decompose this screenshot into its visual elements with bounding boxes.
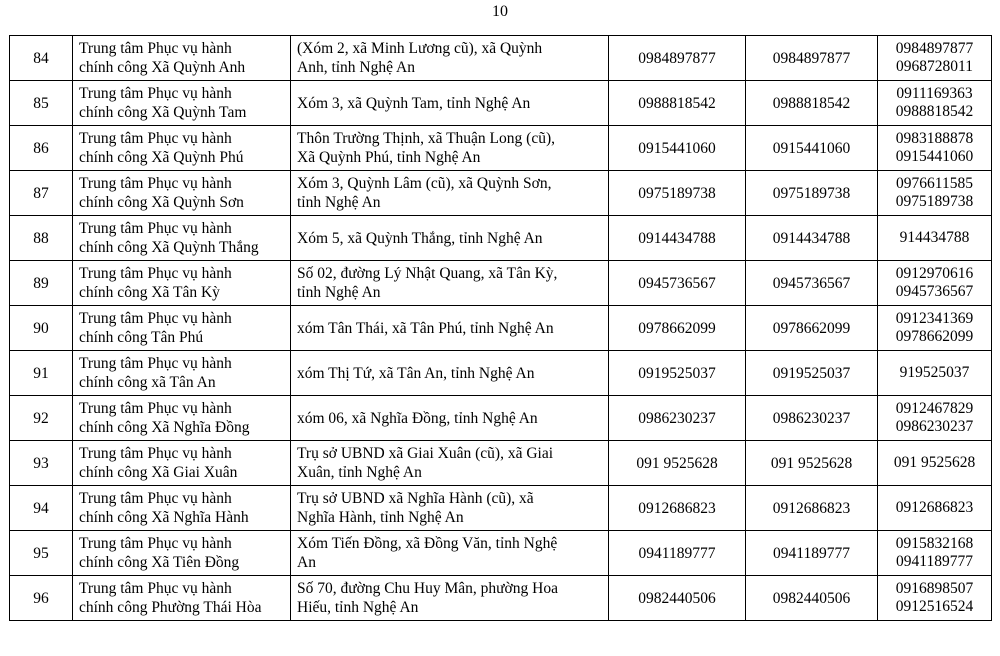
row-number-cell: [10, 126, 73, 171]
center-name-line: chính công Xã Quỳnh Phú: [79, 149, 244, 166]
address-cell: [291, 126, 609, 171]
center-name-cell: [73, 441, 291, 486]
phone-2: 091 9525628: [770, 454, 853, 472]
table-row: [10, 126, 992, 171]
table-row: [10, 486, 992, 531]
address-line: Xóm 3, Quỳnh Lâm (cũ), xã Quỳnh Sơn,: [297, 175, 552, 192]
table-row: [10, 576, 992, 621]
address-cell: [291, 486, 609, 531]
row-number-cell: [10, 351, 73, 396]
center-name-cell: [73, 81, 291, 126]
center-name-line: Trung tâm Phục vụ hành: [79, 580, 232, 597]
phone-2: 0914434788: [772, 229, 851, 247]
phone-3-cell: [878, 351, 992, 396]
center-name-cell: [73, 576, 291, 621]
table-row: [10, 306, 992, 351]
row-number-cell: [10, 216, 73, 261]
center-name-cell: [73, 261, 291, 306]
row-number-cell: [10, 576, 73, 621]
phone-1-cell: [609, 261, 746, 306]
phone-1-cell: [609, 531, 746, 576]
row-number-cell: [10, 261, 73, 306]
phone-3-cell: [878, 171, 992, 216]
address-cell: [291, 576, 609, 621]
address-line: tỉnh Nghệ An: [297, 284, 381, 301]
table-row: [10, 396, 992, 441]
center-name-cell: [73, 351, 291, 396]
phone-3-cell: [878, 396, 992, 441]
address-line: An: [297, 554, 316, 571]
center-name-line: chính công xã Tân An: [79, 374, 216, 391]
center-name-cell: [73, 216, 291, 261]
center-name-line: chính công Tân Phú: [79, 329, 204, 346]
phone-2: 0945736567: [772, 274, 851, 292]
center-name-line: chính công Phường Thái Hòa: [79, 599, 262, 616]
center-name-line: Trung tâm Phục vụ hành: [79, 40, 232, 57]
row-number: 90: [33, 319, 49, 337]
phone-2: 0982440506: [772, 589, 851, 607]
phone-2-cell: [746, 171, 878, 216]
phone-2-cell: [746, 396, 878, 441]
phone-1-cell: [609, 396, 746, 441]
phone-3-line: 919525037: [899, 364, 970, 381]
phone-1: 0945736567: [638, 274, 716, 292]
row-number: 96: [33, 589, 49, 607]
row-number: 94: [33, 499, 49, 517]
center-name-cell: [73, 126, 291, 171]
table-row: [10, 36, 992, 81]
phone-2-cell: [746, 126, 878, 171]
center-name-line: Trung tâm Phục vụ hành: [79, 445, 232, 462]
phone-2: 0941189777: [773, 544, 850, 562]
center-name-line: Trung tâm Phục vụ hành: [79, 85, 232, 102]
center-name-cell: [73, 531, 291, 576]
phone-1-cell: [609, 36, 746, 81]
phone-1: 0982440506: [638, 589, 716, 607]
table-row: [10, 261, 992, 306]
address-line: tỉnh Nghệ An: [297, 194, 381, 211]
phone-3-cell: [878, 81, 992, 126]
address-cell: [291, 261, 609, 306]
center-name-line: Trung tâm Phục vụ hành: [79, 400, 232, 417]
phone-1: 0914434788: [638, 229, 716, 247]
center-name-cell: [73, 36, 291, 81]
row-number-cell: [10, 531, 73, 576]
phone-3-cell: [878, 531, 992, 576]
center-name-line: Trung tâm Phục vụ hành: [79, 355, 232, 372]
row-number-cell: [10, 441, 73, 486]
phone-1-cell: [609, 126, 746, 171]
phone-1-cell: [609, 576, 746, 621]
center-name-line: Trung tâm Phục vụ hành: [79, 310, 232, 327]
address-line: Hiếu, tỉnh Nghệ An: [297, 599, 419, 616]
center-name-line: Trung tâm Phục vụ hành: [79, 265, 232, 282]
address-line: Nghĩa Hành, tỉnh Nghệ An: [297, 509, 464, 526]
address-cell: [291, 351, 609, 396]
address-cell: [291, 216, 609, 261]
phone-3-cell: [878, 216, 992, 261]
phone-2: 0988818542: [772, 94, 851, 112]
row-number: 84: [33, 49, 49, 67]
address-line: Anh, tỉnh Nghệ An: [297, 59, 415, 76]
table-row: [10, 171, 992, 216]
row-number-cell: [10, 171, 73, 216]
row-number: 93: [33, 454, 49, 472]
phone-1-cell: [609, 216, 746, 261]
phone-2: 0984897877: [772, 49, 851, 67]
address-line: xóm Tân Thái, xã Tân Phú, tỉnh Nghệ An: [297, 319, 554, 337]
phone-3-cell: [878, 36, 992, 81]
phone-1: 0919525037: [638, 364, 716, 382]
address-cell: [291, 396, 609, 441]
phone-2-cell: [746, 306, 878, 351]
address-line: Trụ sở UBND xã Nghĩa Hành (cũ), xã: [297, 490, 534, 507]
phone-3-cell: [878, 306, 992, 351]
center-name-line: chính công Xã Giai Xuân: [79, 464, 238, 481]
address-line: xóm Thị Tứ, xã Tân An, tỉnh Nghệ An: [297, 364, 535, 382]
phone-3-line: 0941189777: [896, 553, 973, 570]
table-row: [10, 351, 992, 396]
page-number: 10: [492, 3, 508, 20]
phone-2-cell: [746, 216, 878, 261]
phone-1: 0975189738: [638, 184, 716, 202]
row-number-cell: [10, 81, 73, 126]
phone-1: 0986230237: [638, 409, 716, 427]
center-name-cell: [73, 396, 291, 441]
phone-3-line: 0978662099: [895, 328, 974, 345]
phone-2: 0915441060: [772, 139, 851, 157]
phone-3-cell: [878, 486, 992, 531]
center-name-line: Trung tâm Phục vụ hành: [79, 130, 232, 147]
table-row: [10, 81, 992, 126]
address-line: xóm 06, xã Nghĩa Đồng, tỉnh Nghệ An: [297, 409, 538, 427]
phone-2-cell: [746, 441, 878, 486]
center-name-line: Trung tâm Phục vụ hành: [79, 175, 232, 192]
phone-2: 0912686823: [772, 499, 851, 517]
phone-3-line: 0984897877: [895, 40, 974, 57]
center-name-cell: [73, 171, 291, 216]
address-cell: [291, 81, 609, 126]
phone-1: 0984897877: [638, 49, 716, 67]
phone-2: 0919525037: [772, 364, 851, 382]
center-name-cell: [73, 306, 291, 351]
address-line: Xuân, tỉnh Nghệ An: [297, 464, 422, 481]
phone-2-cell: [746, 531, 878, 576]
row-number: 89: [33, 274, 49, 292]
phone-3-line: 0986230237: [895, 418, 974, 435]
phone-3-line: 0976611585: [896, 175, 973, 192]
row-number-cell: [10, 486, 73, 531]
phone-3-line: 0975189738: [895, 193, 974, 210]
row-number: 92: [33, 409, 49, 427]
phone-1-cell: [609, 306, 746, 351]
row-number: 86: [33, 139, 49, 157]
phone-3-line: 0945736567: [895, 283, 974, 300]
phone-3-line: 0988818542: [895, 103, 974, 120]
phone-2: 0986230237: [772, 409, 851, 427]
phone-3-line: 0912467829: [895, 400, 974, 417]
contact-table: [9, 35, 992, 621]
phone-1: 0941189777: [638, 544, 716, 562]
phone-2-cell: [746, 36, 878, 81]
phone-2-cell: [746, 486, 878, 531]
center-name-line: chính công Xã Quỳnh Sơn: [79, 194, 244, 211]
address-line: Xóm 5, xã Quỳnh Thắng, tỉnh Nghệ An: [297, 229, 543, 247]
center-name-line: chính công Xã Quỳnh Anh: [79, 59, 246, 76]
row-number: 95: [33, 544, 49, 562]
center-name-line: Trung tâm Phục vụ hành: [79, 220, 232, 237]
phone-2-cell: [746, 351, 878, 396]
address-cell: [291, 441, 609, 486]
table-row: [10, 441, 992, 486]
row-number-cell: [10, 396, 73, 441]
row-number: 87: [33, 184, 49, 202]
phone-3-line: 0916898507: [895, 580, 974, 597]
phone-3-line: 0983188878: [895, 130, 974, 147]
center-name-line: Trung tâm Phục vụ hành: [79, 535, 232, 552]
row-number: 85: [33, 94, 49, 112]
row-number-cell: [10, 306, 73, 351]
table-body: [10, 36, 992, 621]
phone-3-line: 0968728011: [896, 58, 973, 75]
row-number: 88: [33, 229, 49, 247]
phone-3-line: 0912516524: [895, 598, 974, 615]
phone-1: 0988818542: [638, 94, 716, 112]
phone-3-cell: [878, 441, 992, 486]
address-line: Thôn Trường Thịnh, xã Thuận Long (cũ),: [297, 130, 555, 147]
phone-1: 0915441060: [638, 139, 716, 157]
phone-1-cell: [609, 81, 746, 126]
phone-3-line: 0912341369: [895, 310, 974, 327]
address-cell: [291, 171, 609, 216]
center-name-line: chính công Xã Quỳnh Tam: [79, 104, 247, 121]
phone-2: 0975189738: [772, 184, 851, 202]
center-name-line: chính công Xã Tân Kỳ: [79, 284, 220, 301]
phone-2-cell: [746, 81, 878, 126]
phone-3-line: 0915832168: [895, 535, 974, 552]
phone-1: 0978662099: [638, 319, 716, 337]
phone-3-line: 0911169363: [896, 85, 973, 102]
phone-2-cell: [746, 576, 878, 621]
phone-1: 0912686823: [638, 499, 716, 517]
address-line: Số 70, đường Chu Huy Mân, phường Hoa: [297, 580, 558, 597]
center-name-line: Trung tâm Phục vụ hành: [79, 490, 232, 507]
address-line: Trụ sở UBND xã Giai Xuân (cũ), xã Giai: [297, 445, 554, 462]
center-name-cell: [73, 486, 291, 531]
address-line: (Xóm 2, xã Minh Lương cũ), xã Quỳnh: [297, 40, 543, 57]
row-number-cell: [10, 36, 73, 81]
phone-2-cell: [746, 261, 878, 306]
phone-3-cell: [878, 261, 992, 306]
phone-3-line: 0912970616: [895, 265, 974, 282]
phone-1-cell: [609, 486, 746, 531]
phone-3-cell: [878, 126, 992, 171]
center-name-line: chính công Xã Tiên Đồng: [79, 554, 240, 571]
row-number: 91: [33, 364, 49, 382]
address-line: Xóm Tiến Đồng, xã Đồng Văn, tỉnh Nghệ: [297, 535, 558, 552]
phone-1-cell: [609, 171, 746, 216]
address-cell: [291, 36, 609, 81]
address-cell: [291, 531, 609, 576]
address-line: Xóm 3, xã Quỳnh Tam, tỉnh Nghệ An: [297, 94, 531, 112]
phone-3-cell: [878, 576, 992, 621]
phone-3-line: 091 9525628: [893, 454, 976, 471]
phone-3-line: 914434788: [899, 229, 970, 246]
phone-1-cell: [609, 351, 746, 396]
phone-1-cell: [609, 441, 746, 486]
center-name-line: chính công Xã Nghĩa Hành: [79, 509, 249, 526]
address-line: Xã Quỳnh Phú, tỉnh Nghệ An: [297, 149, 481, 166]
center-name-line: chính công Xã Quỳnh Thắng: [79, 239, 259, 256]
table-row: [10, 531, 992, 576]
phone-3-line: 0915441060: [895, 148, 974, 165]
address-cell: [291, 306, 609, 351]
phone-3-line: 0912686823: [895, 499, 974, 516]
address-line: Số 02, đường Lý Nhật Quang, xã Tân Kỳ,: [297, 265, 558, 282]
phone-1: 091 9525628: [636, 454, 718, 472]
table-row: [10, 216, 992, 261]
center-name-line: chính công Xã Nghĩa Đồng: [79, 419, 250, 436]
phone-2: 0978662099: [772, 319, 851, 337]
